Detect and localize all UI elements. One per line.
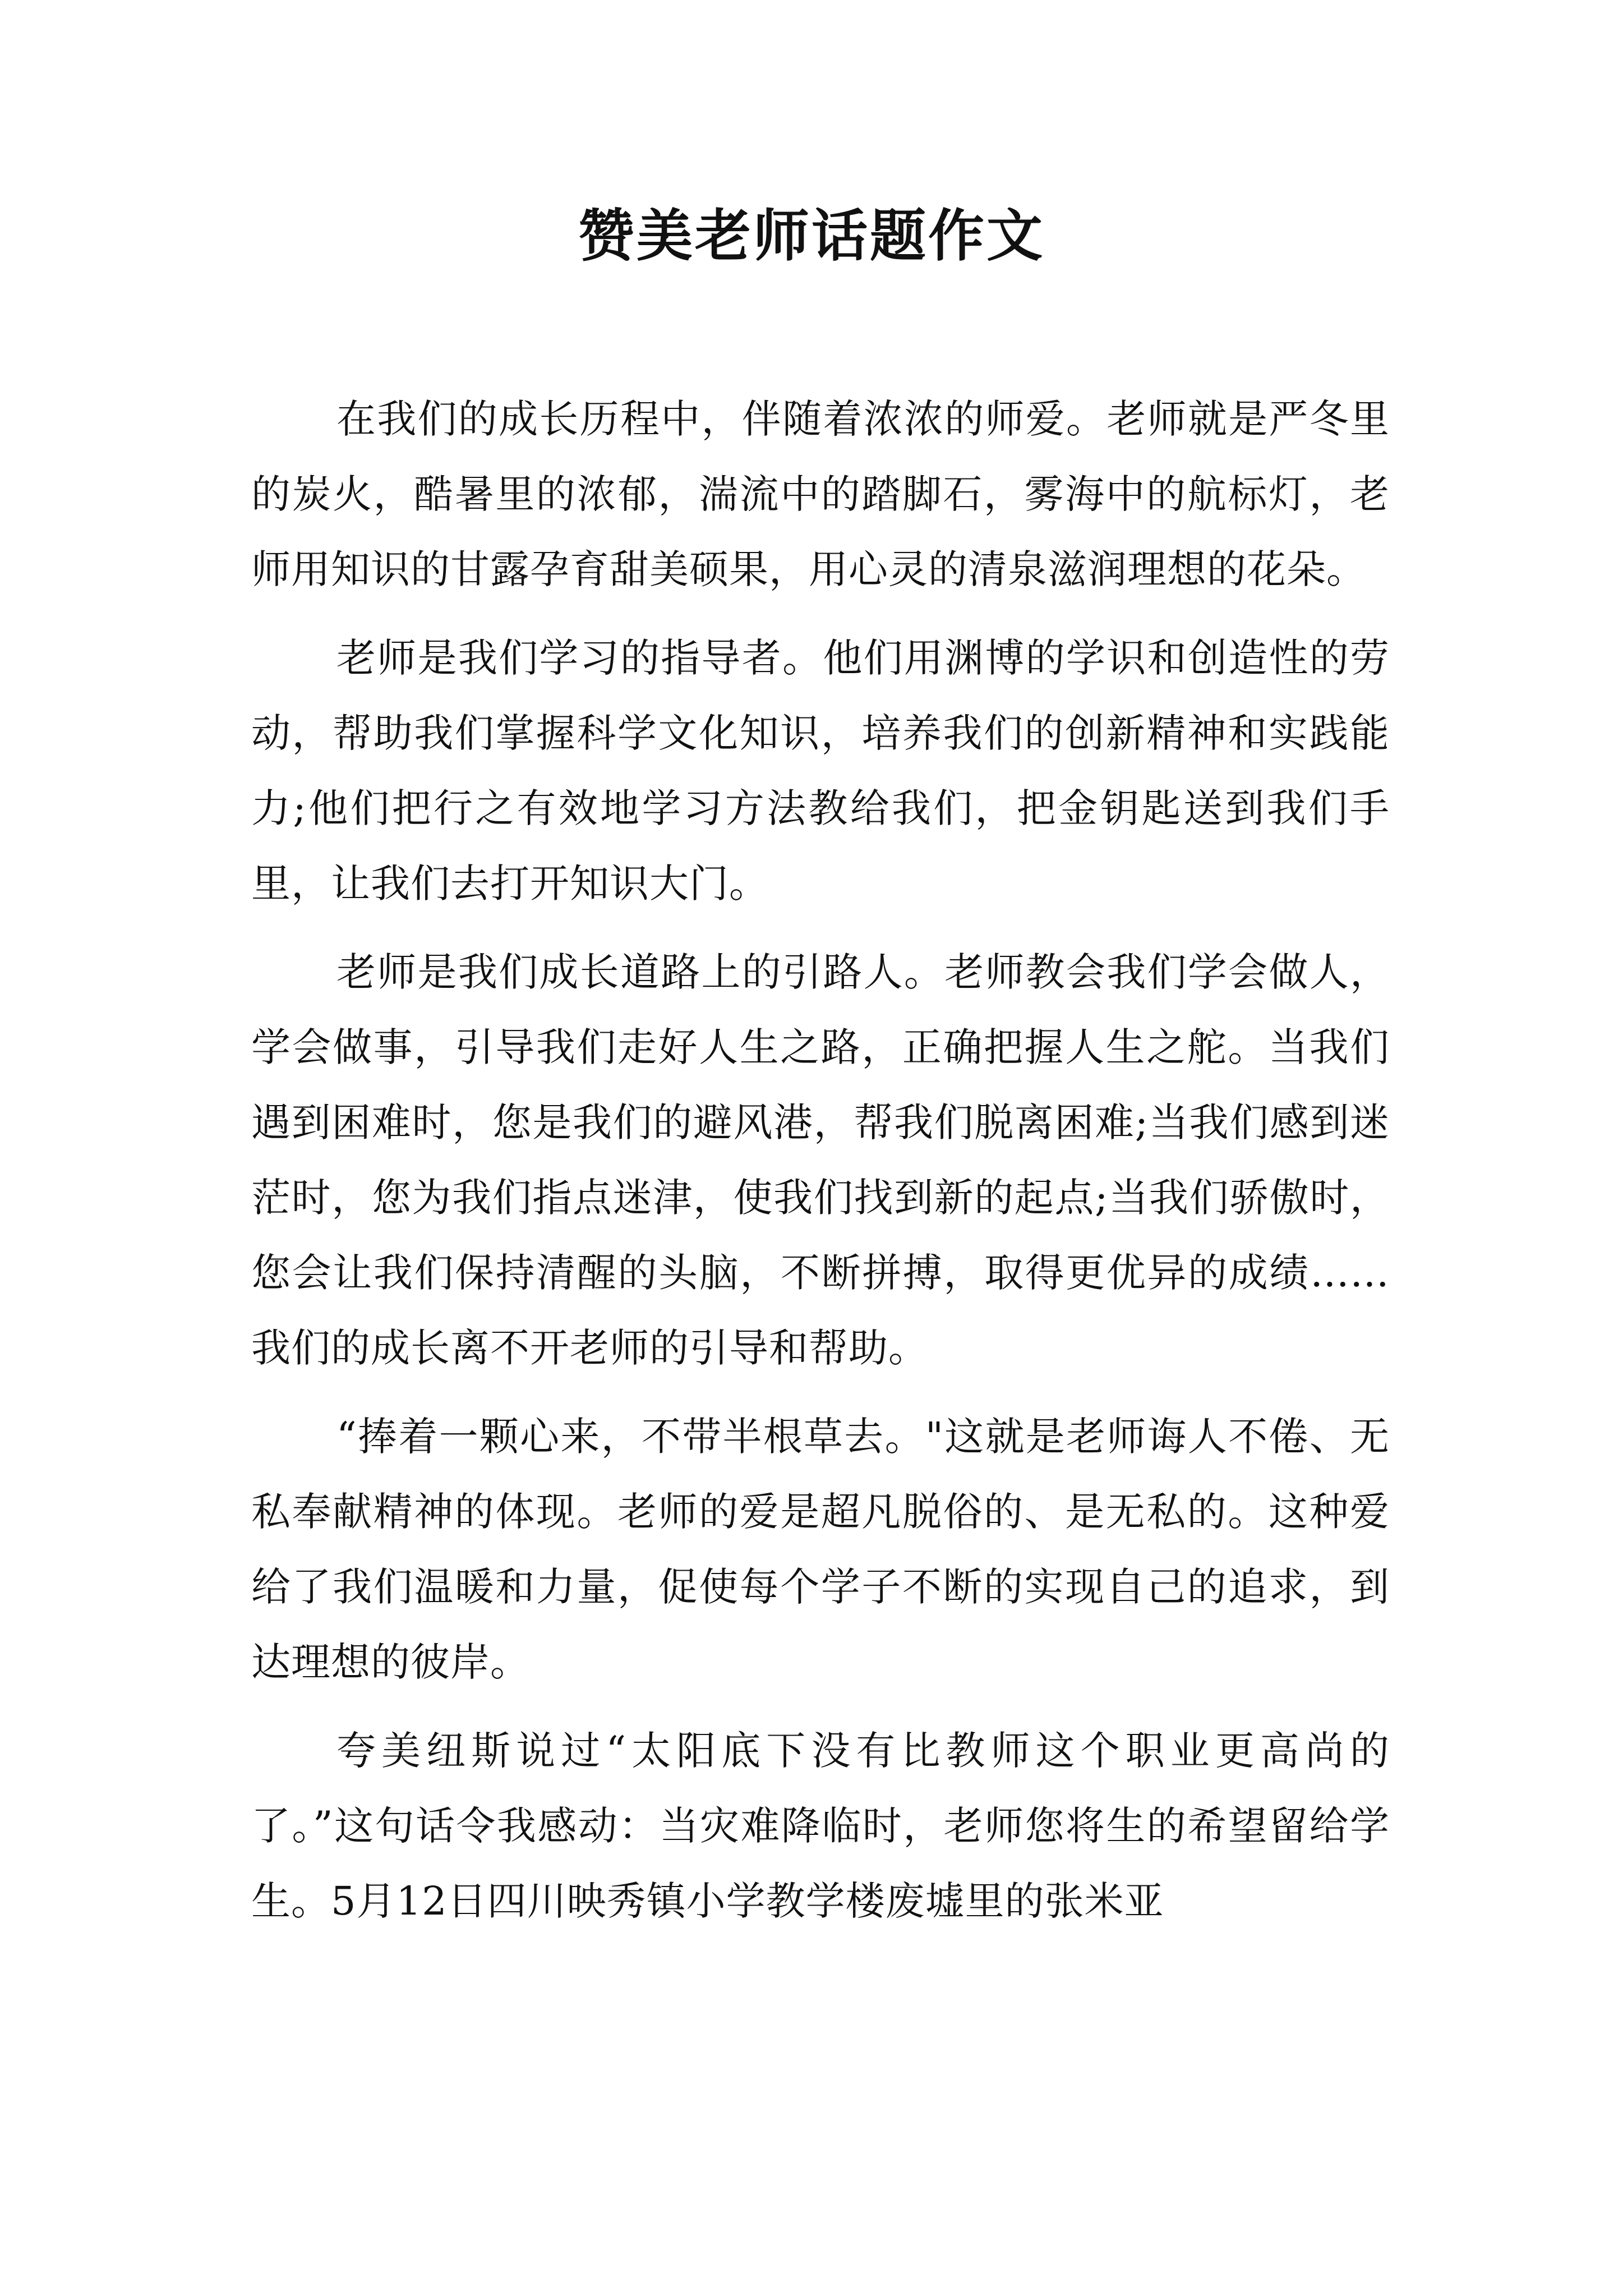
paragraph: 夸美纽斯说过“太阳底下没有比教师这个职业更高尚的了。”这句话令我感动：当灾难降临时，老师您将生的希望留给学生。5月12日四川映秀镇小学教学楼废墟里的张米亚 [251, 1728, 1390, 1924]
document-title: 赞美老师话题作文 [578, 203, 1045, 269]
paragraph: 老师是我们学习的指导者。他们用渊博的学识和创造性的劳动，帮助我们掌握科学文化知识，培养我们的创新精神和实践能力;他们把行之有效地学习方法教给我们，把金钥匙送到我们手里，让我们去打开知识大门。 [251, 635, 1390, 907]
paragraph: 在我们的成长历程中，伴随着浓浓的师爱。老师就是严冬里的炭火，酷暑里的浓郁，湍流中的踏脚石，雾海中的航标灯，老师用知识的甘露孕育甜美硕果，用心灵的清泉滋润理想的花朵。 [251, 396, 1390, 592]
paragraph: “捧着一颗心来，不带半根草去。"这就是老师诲人不倦、无私奉献精神的体现。老师的爱是超凡脱俗的、是无私的。这种爱给了我们温暖和力量，促使每个学子不断的实现自己的追求，到达理想的彼岸。 [251, 1414, 1390, 1685]
document-body [251, 381, 1390, 1952]
paragraph: 老师是我们成长道路上的引路人。老师教会我们学会做人，学会做事，引导我们走好人生之路，正确把握人生之舵。当我们遇到困难时，您是我们的避风港，帮我们脱离困难;当我们感到迷茫时，您为我们指点迷津，使我们找到新的起点;当我们骄傲时，您会让我们保持清醒的头脑，不断拼搏，取得更优异的成绩……我们的成长离不开老师的引导和帮助。 [251, 949, 1390, 1371]
